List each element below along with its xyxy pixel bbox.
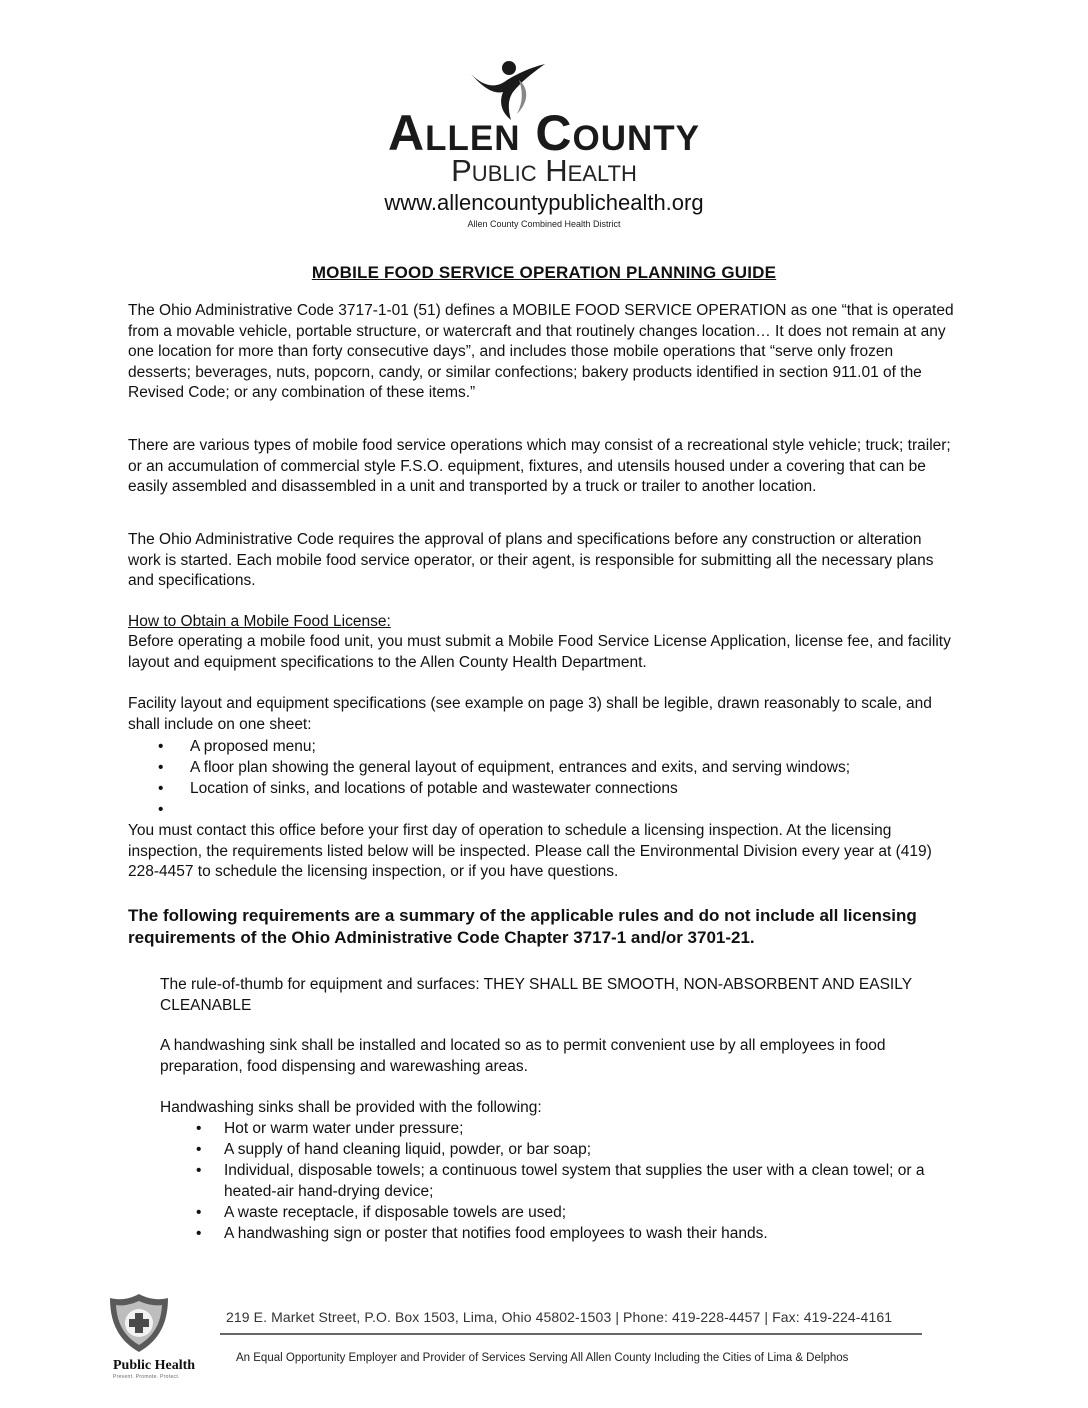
paragraph-rule-of-thumb: The rule-of-thumb for equipment and surfaces: THEY SHALL BE SMOOTH, NON-ABSORBENT AND EASILY CLEANABLE: [160, 976, 912, 1014]
list-item: • A floor plan showing the general layout of equipment, entrances and exits, and serving windows;: [128, 757, 968, 778]
paragraph-types: There are various types of mobile food service operations which may consist of a recreational style vehicle; truck; trailer; or an accumulation of commercial style F.S.O. equipment, fixtures, and utensils housed under a covering that can be easily assembled and disassembled in a unit and transported by a truck or trailer to another location.: [128, 437, 951, 495]
summary-notice: The following requirements are a summary of the applicable rules and do not include all licensing requirements of the Ohio Administrative Code Chapter 3717-1 and/or 3701-21.: [128, 906, 917, 947]
list-item: • A supply of hand cleaning liquid, powder, or bar soap;: [160, 1139, 960, 1160]
paragraph-license: Before operating a mobile food unit, you must submit a Mobile Food Service License Application, license fee, and facility layout and equipment specifications to the Allen County Health Department.: [128, 633, 951, 671]
list-item: • A handwashing sign or poster that notifies food employees to wash their hands.: [160, 1223, 960, 1244]
handwashing-requirements-list: [160, 1118, 960, 1244]
license-heading: How to Obtain a Mobile Food License:: [128, 613, 391, 630]
handwashing-list-intro: Handwashing sinks shall be provided with the following:: [160, 1099, 542, 1116]
public-health-shield-icon: [108, 1292, 170, 1354]
footer-logo-tagline: Prevent. Promote. Protect.: [113, 1374, 180, 1380]
footer-address: 219 E. Market Street, P.O. Box 1503, Lima, Ohio 45802-1503 | Phone: 419-228-4457 | Fax: 419-224-4161: [226, 1309, 893, 1325]
org-district: Allen County Combined Health District: [467, 219, 621, 229]
sheet-requirements-list: [128, 736, 968, 820]
paragraph-definition: The Ohio Administrative Code 3717-1-01 (51) defines a MOBILE FOOD SERVICE OPERATION as one “that is operated from a movable vehicle, portable structure, or watercraft and that routinely changes location… It does not remain at any one location for more than forty consecutive days”, and includes those mobile operations that “serve only frozen desserts; beverages, nuts, popcorn, candy, or similar confections; bakery products identified in section 911.01 of the Revised Code; or any combination of these items.”: [128, 302, 954, 401]
paragraph-layout: Facility layout and equipment specifications (see example on page 3) shall be legible, drawn reasonably to scale, and shall include on one sheet:: [128, 695, 932, 733]
org-name: Allen County: [388, 105, 700, 161]
list-item: • Individual, disposable towels; a continuous towel system that supplies the user with a clean towel; or a heated-air hand-drying device;: [160, 1160, 960, 1202]
list-item: [128, 799, 968, 820]
page-title: MOBILE FOOD SERVICE OPERATION PLANNING GUIDE: [311, 263, 777, 282]
org-subtitle: Public Health: [451, 153, 637, 188]
list-item: • Location of sinks, and locations of potable and wastewater connections: [128, 778, 968, 799]
footer-logo-text: Public Health: [113, 1358, 196, 1373]
org-website: www.allencountypublichealth.org: [384, 190, 704, 215]
paragraph-approval: The Ohio Administrative Code requires the approval of plans and specifications before any construction or alteration work is started. Each mobile food service operator, or their agent, is responsible for submitting all the necessary plans and specifications.: [128, 531, 934, 589]
footer-eeo-statement: An Equal Opportunity Employer and Provider of Services Serving All Allen County Including the Cities of Lima & Delphos: [236, 1352, 849, 1364]
list-item: • Hot or warm water under pressure;: [160, 1118, 960, 1139]
list-item: • A waste receptacle, if disposable towels are used;: [160, 1202, 960, 1223]
list-item: • A proposed menu;: [128, 736, 968, 757]
footer-divider: [220, 1333, 922, 1335]
paragraph-inspection: You must contact this office before your first day of operation to schedule a licensing inspection. At the licensing inspection, the requirements listed below will be inspected. Please call the Environmental Division every year at (419) 228-4457 to schedule the licensing inspection, or if you have questions.: [128, 822, 932, 880]
paragraph-handwashing: A handwashing sink shall be installed and located so as to permit convenient use by all employees in food preparation, food dispensing and warewashing areas.: [160, 1037, 886, 1075]
